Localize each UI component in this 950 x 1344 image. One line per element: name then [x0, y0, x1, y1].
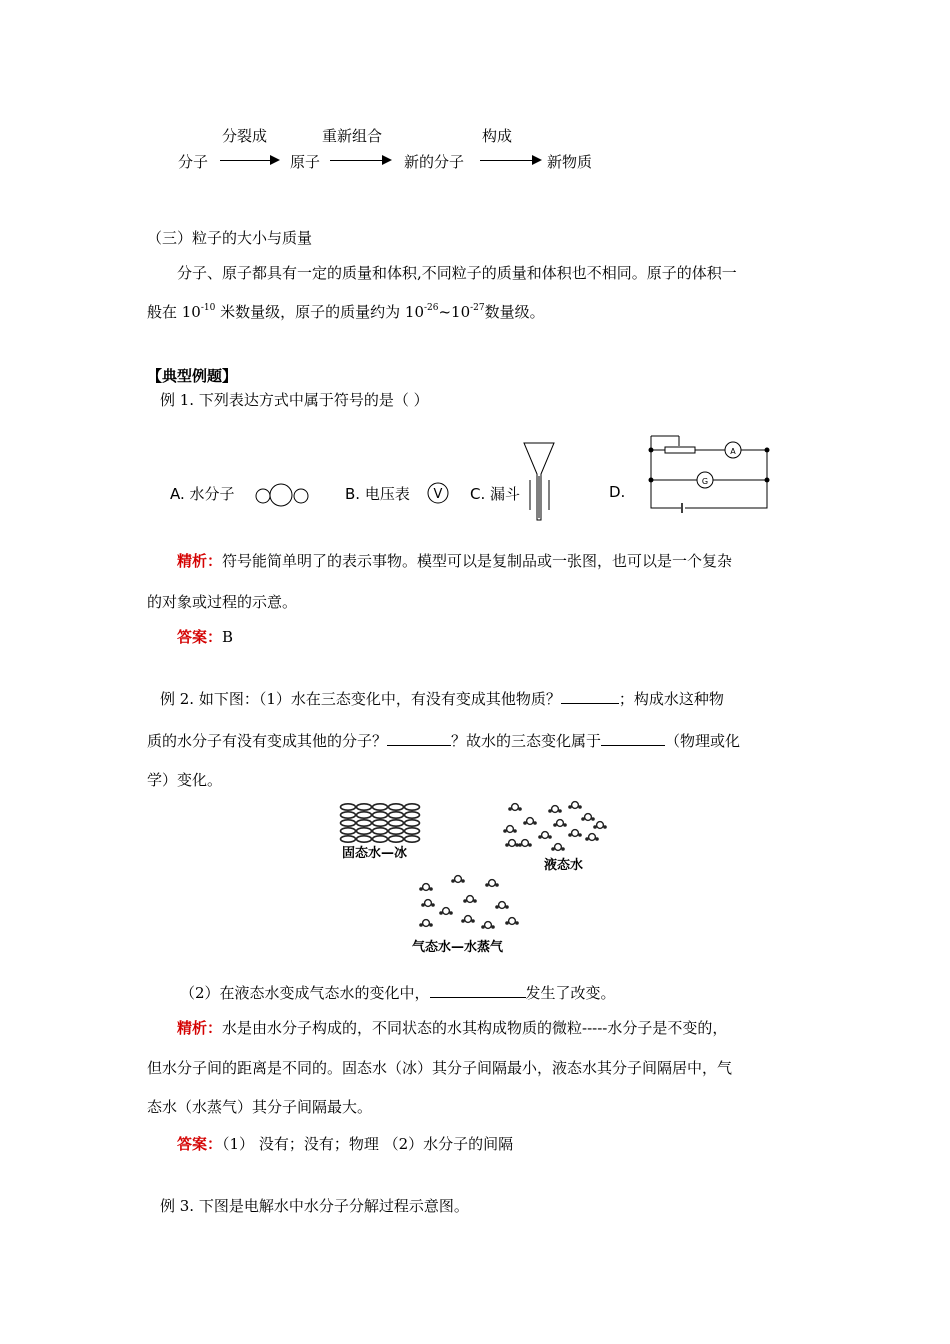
ex2-analysis-line3: 态水（水蒸气）其分子间隔最大。 — [147, 1098, 373, 1116]
voltmeter-symbol-icon — [426, 481, 450, 505]
ex1-answer: 答案：B — [177, 628, 234, 646]
solid-ice-molecules — [341, 804, 420, 842]
section-paragraph-line1: 分子、原子都具有一定的质量和体积,不同粒子的质量和体积也不相同。原子的体积一 — [177, 264, 737, 282]
ammeter-letter: A — [730, 447, 736, 456]
water-molecule-model-icon — [252, 480, 314, 508]
examples-heading: 【典型例题】 — [147, 367, 238, 385]
ex2-blank-1[interactable] — [561, 689, 619, 704]
circuit-diagram-icon — [645, 432, 773, 514]
flow-arrow-3 — [480, 160, 532, 161]
flow-arrow-3-head — [532, 155, 542, 165]
ex2-analysis-line1: 精析：水是由水分子构成的，不同状态的水其构成物质的微粒-----水分子是不变的， — [177, 1019, 728, 1037]
flow-label-form: 构成 — [482, 127, 513, 145]
ex2-answer: 答案：（1） 没有；没有；物理 （2）水分子的间隔 — [177, 1135, 514, 1153]
ex2-blank-4[interactable] — [430, 983, 526, 998]
liquid-water-label: 液态水 — [544, 858, 584, 873]
flow-node-atom: 原子 — [290, 153, 321, 171]
ex2-answer-label: 答案： — [177, 1135, 223, 1153]
flow-arrow-2-head — [382, 155, 392, 165]
ex2-analysis-line2: 但水分子间的距离是不同的。固态水（冰）其分子间隔最小，液态水其分子间隔居中，气 — [147, 1059, 733, 1077]
flow-node-molecule: 分子 — [178, 153, 209, 171]
ex2-line2: 质的水分子有没有变成其他的分子？ ？故水的三态变化属于 （物理或化 — [147, 732, 741, 750]
ex1-answer-label: 答案： — [177, 628, 223, 646]
ex1-option-b: B. 电压表 — [345, 485, 410, 503]
voltmeter-letter: V — [433, 487, 443, 502]
section-paragraph-line2: 般在 $10^{-10}$ 米数量级，原子的质量约为 $10^{-26}\sim 10^{-27}$数量级。 — [147, 303, 545, 321]
galvanometer-letter: G — [701, 477, 709, 486]
ex1-analysis-line1: 精析：符号能简单明了的表示事物。模型可以是复制品或一张图，也可以是一个复杂 — [177, 552, 733, 570]
ex1-analysis-line2: 的对象或过程的示意。 — [147, 593, 298, 611]
flow-arrow-2 — [330, 160, 382, 161]
gas-water-label: 气态水—水蒸气 — [412, 940, 504, 955]
ex2-analysis-label: 精析： — [177, 1019, 223, 1037]
gas-water-molecules — [419, 876, 519, 929]
ex1-option-c: C. 漏斗 — [470, 485, 521, 503]
flow-node-new-molecule: 新的分子 — [404, 153, 465, 171]
ex1-analysis-label: 精析： — [177, 552, 223, 570]
ex2-line3: 学）变化。 — [147, 771, 223, 789]
flow-arrow-1-head — [270, 155, 280, 165]
ex1-question: 例 1. 下列表达方式中属于符号的是（ ） — [160, 391, 429, 409]
funnel-picture-icon — [522, 440, 556, 524]
ex2-question2: （2）在液态水变成气态水的变化中， 发生了改变。 — [180, 984, 616, 1002]
flow-node-new-substance: 新物质 — [547, 153, 593, 171]
ex2-line1: 例 2. 如下图：（1）水在三态变化中，有没有变成其他物质？ ；构成水这种物 — [160, 690, 724, 708]
ex2-blank-2[interactable] — [387, 731, 451, 746]
section-heading: （三）粒子的大小与质量 — [147, 229, 313, 247]
ex1-option-a: A. 水分子 — [170, 485, 235, 503]
ex2-blank-3[interactable] — [601, 731, 665, 746]
ex3-line: 例 3. 下图是电解水中水分子分解过程示意图。 — [160, 1197, 469, 1215]
flow-arrow-1 — [220, 160, 270, 161]
water-states-figure — [330, 795, 620, 960]
flow-label-recombine: 重新组合 — [322, 127, 383, 145]
flow-label-split: 分裂成 — [222, 127, 268, 145]
solid-water-label: 固态水—冰 — [342, 846, 408, 861]
ex1-option-d: D. — [609, 483, 626, 501]
liquid-water-molecules — [503, 802, 607, 851]
